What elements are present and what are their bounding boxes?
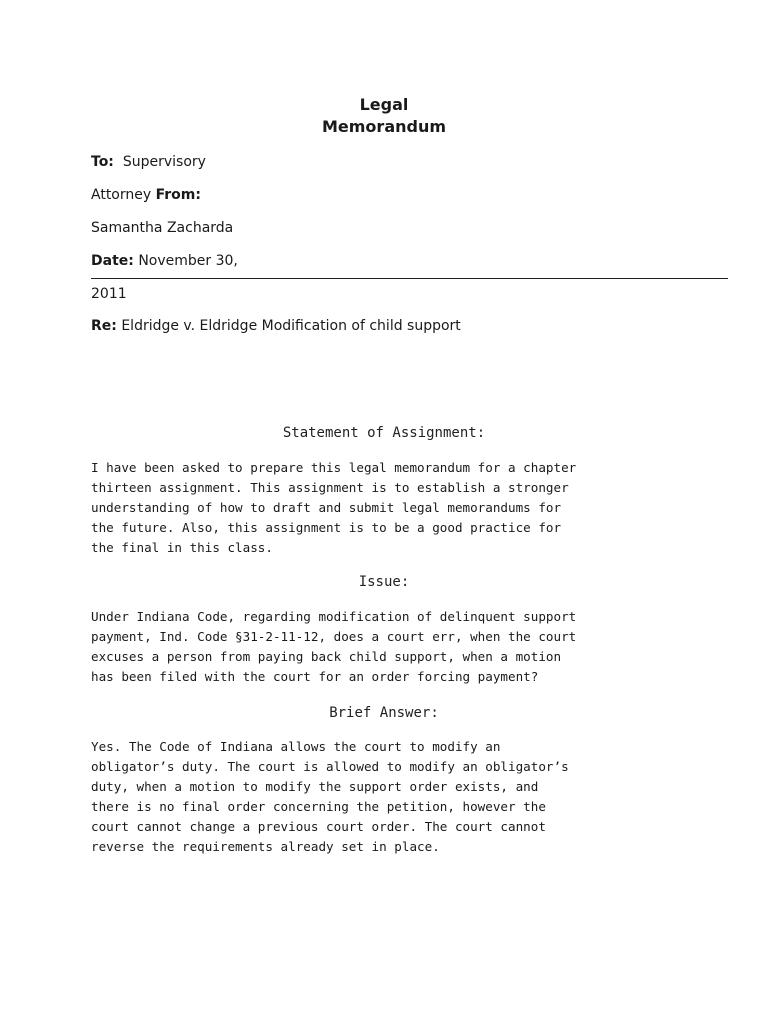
date-label: Date: xyxy=(91,253,134,269)
to-label: To: xyxy=(91,154,114,170)
paragraph-line: Yes. The Code of Indiana allows the court to modify an xyxy=(91,739,501,754)
paragraph-line: has been filed with the court for an order forcing payment? xyxy=(91,669,539,684)
paragraph-line: the final in this class. xyxy=(91,540,273,555)
paragraph-line: excuses a person from paying back child support, when a motion xyxy=(91,649,562,664)
paragraph-line: obligator’s duty. The court is allowed to modify an obligator’s xyxy=(91,759,569,774)
re-label: Re: xyxy=(91,318,117,334)
issue-paragraph xyxy=(91,607,731,687)
to-value: Supervisory xyxy=(122,154,206,170)
date-row xyxy=(91,251,238,271)
attorney-from-row xyxy=(91,185,201,205)
memo-title-line-1: Legal xyxy=(359,95,409,114)
paragraph-line: court cannot change a previous court order. The court cannot xyxy=(91,819,546,834)
brief-answer-paragraph xyxy=(91,737,731,857)
date-value: November 30, xyxy=(138,253,238,269)
paragraph-line: I have been asked to prepare this legal memorandum for a chapter xyxy=(91,460,577,475)
assignment-heading: Statement of Assignment: xyxy=(282,425,486,441)
re-row xyxy=(91,316,461,336)
paragraph-line: understanding of how to draft and submit legal memorandums for xyxy=(91,500,562,515)
from-label: From: xyxy=(155,187,201,203)
header-divider xyxy=(91,278,728,279)
paragraph-line: reverse the requirements already set in place. xyxy=(91,839,440,854)
paragraph-line: there is no final order concerning the petition, however the xyxy=(91,799,546,814)
assignment-paragraph xyxy=(91,458,731,558)
re-value: Eldridge v. Eldridge Modification of child support xyxy=(121,318,461,334)
issue-heading: Issue: xyxy=(358,574,410,590)
paragraph-line: the future. Also, this assignment is to be a good practice for xyxy=(91,520,562,535)
date-year: 2011 xyxy=(91,286,127,302)
from-value: Samantha Zacharda xyxy=(91,220,234,236)
paragraph-line: Under Indiana Code, regarding modification of delinquent support xyxy=(91,609,577,624)
paragraph-line: duty, when a motion to modify the support order exists, and xyxy=(91,779,539,794)
memo-title-line-2: Memorandum xyxy=(321,117,447,136)
brief-answer-heading: Brief Answer: xyxy=(329,705,439,721)
paragraph-line: payment, Ind. Code §31-2-11-12, does a court err, when the court xyxy=(91,629,577,644)
attorney-text: Attorney xyxy=(91,187,152,203)
to-row xyxy=(91,152,206,172)
paragraph-line: thirteen assignment. This assignment is to establish a stronger xyxy=(91,480,569,495)
